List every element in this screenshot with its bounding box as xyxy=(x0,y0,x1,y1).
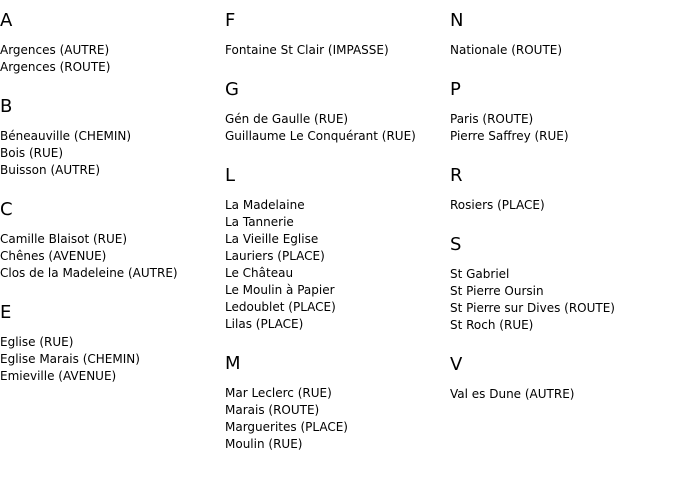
letter-group xyxy=(450,165,670,214)
letter-group xyxy=(450,354,670,403)
letter-group xyxy=(225,353,445,453)
street-item: St Pierre Oursin xyxy=(450,284,544,298)
street-item: Le Moulin à Papier xyxy=(225,283,335,297)
street-list xyxy=(0,42,220,76)
street-list xyxy=(0,231,220,282)
letter-heading: C xyxy=(0,199,13,220)
street-item: Le Château xyxy=(225,266,294,280)
street-item: Buisson (AUTRE) xyxy=(0,163,101,177)
street-list xyxy=(0,128,220,179)
street-list xyxy=(450,42,670,59)
letter-heading: E xyxy=(0,302,12,323)
street-item: Pierre Saffrey (RUE) xyxy=(450,129,569,143)
street-item: St Gabriel xyxy=(450,267,510,281)
letter-heading: F xyxy=(225,10,236,31)
letter-heading: P xyxy=(450,79,461,100)
street-item: Argences (ROUTE) xyxy=(0,60,111,74)
street-item: Lilas (PLACE) xyxy=(225,317,304,331)
letter-group xyxy=(0,10,220,76)
letter-group xyxy=(450,234,670,334)
street-list xyxy=(225,42,445,59)
street-item: St Roch (RUE) xyxy=(450,318,534,332)
letter-group xyxy=(225,165,445,333)
street-item: La Madelaine xyxy=(225,198,305,212)
street-item: Lauriers (PLACE) xyxy=(225,249,325,263)
letter-heading: N xyxy=(450,10,464,31)
letter-group xyxy=(225,79,445,145)
street-list xyxy=(450,111,670,145)
letter-heading: L xyxy=(225,165,236,186)
street-list xyxy=(225,385,445,453)
letter-heading: A xyxy=(0,10,13,31)
index-column xyxy=(450,10,670,423)
index-column xyxy=(225,10,445,473)
street-item: La Vieille Eglise xyxy=(225,232,319,246)
street-item: Bois (RUE) xyxy=(0,146,64,160)
letter-heading: M xyxy=(225,353,241,374)
letter-group xyxy=(450,10,670,59)
letter-group xyxy=(0,199,220,282)
street-list xyxy=(450,266,670,334)
street-item: Fontaine St Clair (IMPASSE) xyxy=(225,43,389,57)
letter-heading: S xyxy=(450,234,462,255)
street-list xyxy=(225,111,445,145)
street-item: Ledoublet (PLACE) xyxy=(225,300,336,314)
street-item: Marais (ROUTE) xyxy=(225,403,320,417)
street-item: Mar Leclerc (RUE) xyxy=(225,386,332,400)
street-list xyxy=(0,334,220,385)
street-item: Eglise Marais (CHEMIN) xyxy=(0,352,140,366)
letter-heading: V xyxy=(450,354,463,375)
letter-group xyxy=(225,10,445,59)
letter-heading: G xyxy=(225,79,239,100)
street-item: Argences (AUTRE) xyxy=(0,43,110,57)
street-item: Paris (ROUTE) xyxy=(450,112,534,126)
street-item: St Pierre sur Dives (ROUTE) xyxy=(450,301,615,315)
street-item: Val es Dune (AUTRE) xyxy=(450,387,575,401)
letter-group xyxy=(450,79,670,145)
street-item: Clos de la Madeleine (AUTRE) xyxy=(0,266,178,280)
street-item: Gén de Gaulle (RUE) xyxy=(225,112,349,126)
street-item: Chênes (AVENUE) xyxy=(0,249,107,263)
letter-group xyxy=(0,302,220,385)
street-item: Guillaume Le Conquérant (RUE) xyxy=(225,129,416,143)
street-item: Emieville (AVENUE) xyxy=(0,369,117,383)
letter-heading: R xyxy=(450,165,463,186)
index-column xyxy=(0,10,220,405)
street-item: Marguerites (PLACE) xyxy=(225,420,348,434)
street-list xyxy=(225,197,445,333)
street-item: Eglise (RUE) xyxy=(0,335,74,349)
street-item: Moulin (RUE) xyxy=(225,437,303,451)
letter-group xyxy=(0,96,220,179)
street-item: Nationale (ROUTE) xyxy=(450,43,563,57)
street-list xyxy=(450,386,670,403)
street-item: Béneauville (CHEMIN) xyxy=(0,129,132,143)
street-list xyxy=(450,197,670,214)
street-item: Camille Blaisot (RUE) xyxy=(0,232,128,246)
letter-heading: B xyxy=(0,96,13,117)
street-item: Rosiers (PLACE) xyxy=(450,198,545,212)
street-item: La Tannerie xyxy=(225,215,294,229)
